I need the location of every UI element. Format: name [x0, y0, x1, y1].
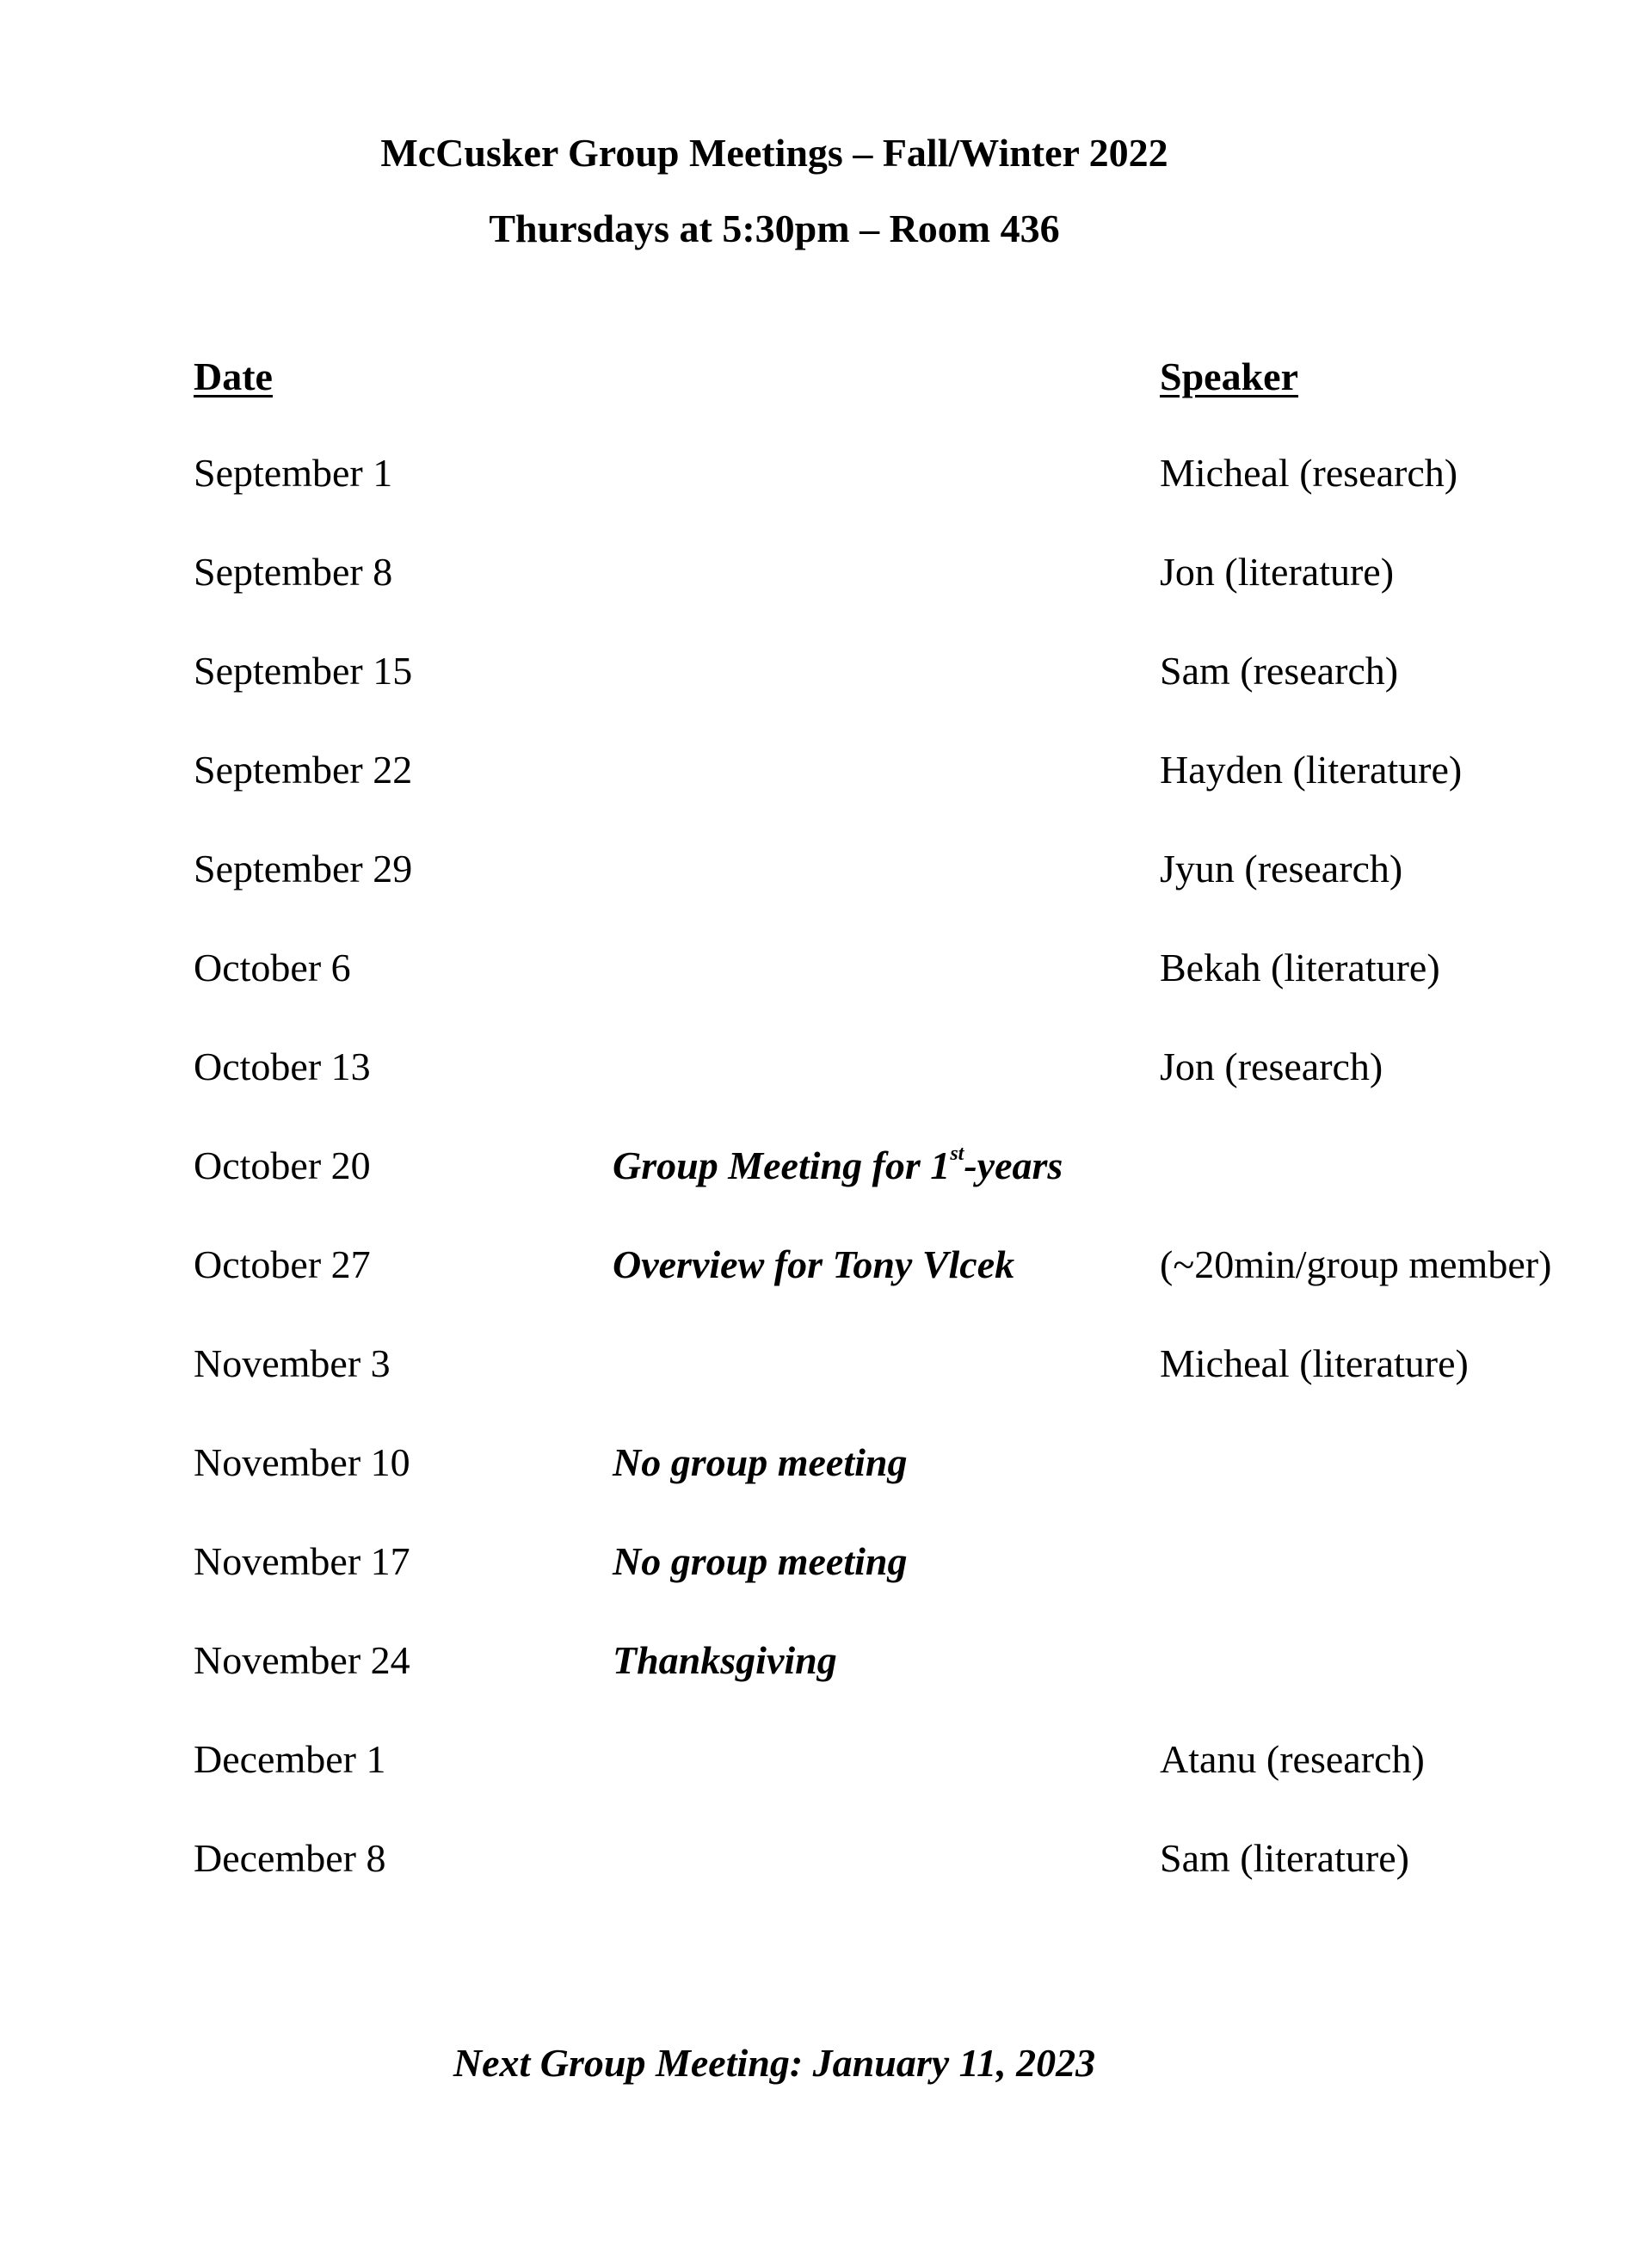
schedule-row	[0, 1833, 1639, 1884]
row-date: November 24	[194, 1638, 410, 1682]
row-speaker: Jyun (research)	[1160, 847, 1403, 891]
column-header-date: Date	[194, 354, 273, 398]
row-date: September 1	[194, 451, 393, 495]
row-speaker: Micheal (literature)	[1160, 1341, 1469, 1385]
row-event: No group meeting	[613, 1539, 908, 1583]
row-date: November 3	[194, 1341, 391, 1385]
row-date: September 22	[194, 748, 413, 792]
row-date: September 29	[194, 847, 413, 891]
schedule-row	[0, 546, 1639, 598]
schedule-row	[0, 942, 1639, 994]
row-speaker: Jon (research)	[1160, 1045, 1383, 1088]
row-date: September 8	[194, 550, 393, 594]
row-speaker: Jon (literature)	[1160, 550, 1395, 594]
row-date: November 10	[194, 1440, 410, 1484]
row-event: Overview for Tony Vlcek	[613, 1242, 1015, 1286]
schedule-row	[0, 1536, 1639, 1587]
schedule-row	[0, 447, 1639, 499]
row-date: December 8	[194, 1836, 386, 1880]
row-date: October 13	[194, 1045, 371, 1088]
schedule-row	[0, 1239, 1639, 1291]
schedule-row	[0, 843, 1639, 895]
row-date: October 6	[194, 946, 351, 989]
event-text-suffix: -years	[964, 1143, 1063, 1187]
schedule-row	[0, 1338, 1639, 1390]
schedule-row	[0, 1140, 1639, 1192]
row-event: No group meeting	[613, 1440, 908, 1484]
schedule-row	[0, 744, 1639, 796]
row-speaker: Micheal (research)	[1160, 451, 1458, 495]
row-speaker: Hayden (literature)	[1160, 748, 1463, 792]
row-speaker: Sam (literature)	[1160, 1836, 1409, 1880]
row-speaker: Atanu (research)	[1160, 1737, 1425, 1781]
row-speaker: Sam (research)	[1160, 649, 1399, 693]
row-speaker: Bekah (literature)	[1160, 946, 1440, 989]
next-meeting-note: Next Group Meeting: January 11, 2023	[453, 2041, 1096, 2085]
schedule-row	[0, 1734, 1639, 1785]
row-speaker: (~20min/group member)	[1160, 1242, 1552, 1286]
column-header-speaker: Speaker	[1160, 354, 1298, 398]
ordinal-suffix: st	[950, 1143, 964, 1165]
row-event: Thanksgiving	[613, 1638, 837, 1682]
schedule-row	[0, 1041, 1639, 1093]
row-date: December 1	[194, 1737, 386, 1781]
row-event	[613, 1140, 1063, 1192]
page-subtitle: Thursdays at 5:30pm – Room 436	[489, 206, 1060, 250]
row-date: October 27	[194, 1242, 371, 1286]
schedule-row	[0, 1437, 1639, 1488]
page-title: McCusker Group Meetings – Fall/Winter 2022	[380, 131, 1168, 175]
row-date: November 17	[194, 1539, 410, 1583]
row-date: September 15	[194, 649, 413, 693]
schedule-row	[0, 645, 1639, 697]
row-date: October 20	[194, 1143, 371, 1187]
event-text: Group Meeting for 1	[613, 1143, 951, 1187]
schedule-row	[0, 1635, 1639, 1686]
